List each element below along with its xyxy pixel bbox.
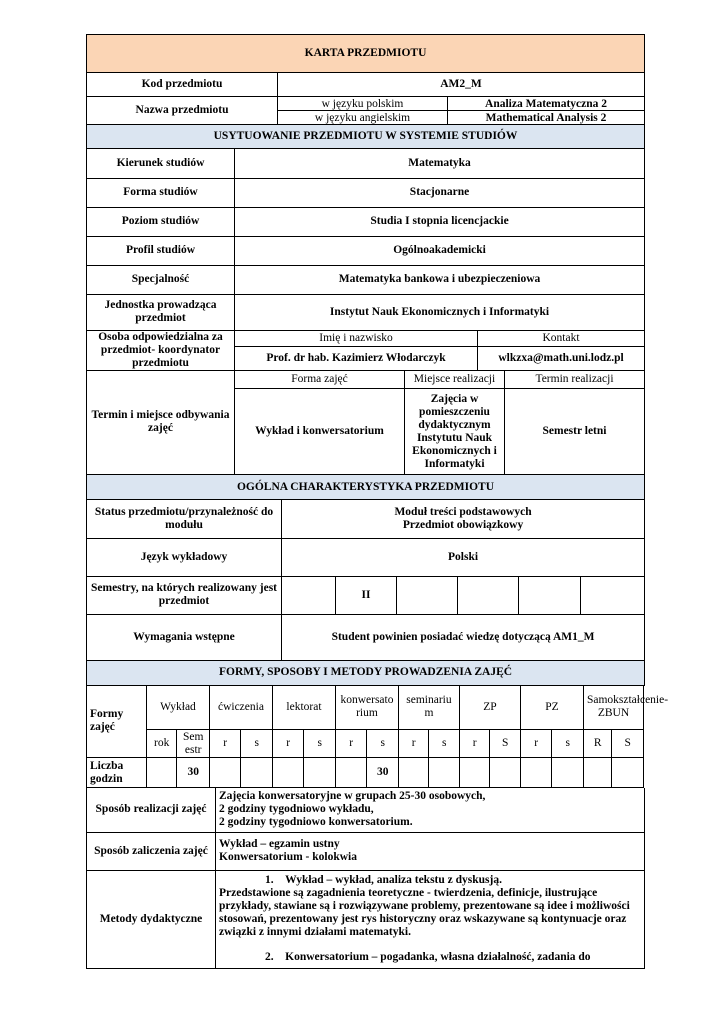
- hours-cell: [272, 758, 304, 788]
- sub-header: s: [241, 730, 273, 758]
- hours-cell: [335, 758, 367, 788]
- name-pl-value: Analiza Matematyczna 2: [448, 97, 645, 111]
- coordinator-name: Prof. dr hab. Kazimierz Włodarczyk: [235, 346, 478, 370]
- schedule-table: [86, 371, 645, 501]
- hours-cell: [146, 758, 176, 788]
- form-type: seminariu m: [398, 686, 459, 730]
- field-label: Specjalność: [87, 265, 235, 294]
- method-item-1: [219, 874, 641, 887]
- method-item-number: 1.: [265, 873, 274, 886]
- sub-header: r: [520, 730, 552, 758]
- sub-header: r: [209, 730, 241, 758]
- course-card: [86, 34, 669, 969]
- field-value: Stacjonarne: [235, 178, 645, 207]
- form-type: lektorat: [272, 686, 335, 730]
- hours-lecture: 30: [177, 758, 210, 788]
- section-general-header: OGÓLNA CHARAKTERYSTYKA PRZEDMIOTU: [87, 475, 645, 500]
- method-item-body: Przedstawione są zagadnienia teoretyczne - twierdzenia, definicje, ilustrujące przykłady, stawiane są i rozwiązywane problemy, prezentowane są idee i możliwości stosowań, prezentowany jest rys historyczny oraz wskazywane są kontynuacje oraz związki z innymi działami matematyki.: [219, 886, 630, 938]
- schedule-place-header: Miejsce realizacji: [405, 371, 505, 389]
- field-label: Profil studiów: [87, 236, 235, 265]
- hours-cell: [209, 758, 241, 788]
- semesters-label: Semestry, na których realizowany jest przedmiot: [87, 576, 282, 614]
- hours-conversatory: 30: [367, 758, 399, 788]
- credit-value: [216, 832, 645, 870]
- name-pl-label: w języku polskim: [278, 97, 448, 111]
- field-label: Poziom studiów: [87, 207, 235, 236]
- hours-cell: [398, 758, 428, 788]
- spacer: [219, 939, 641, 951]
- status-line1: Moduł treści podstawowych: [394, 505, 532, 518]
- placement-table: [86, 149, 645, 371]
- card-title: KARTA PRZEDMIOTU: [87, 35, 645, 73]
- section-forms-header: FORMY, SPOSOBY I METODY PROWADZENIA ZAJĘĆ: [87, 660, 645, 685]
- general-table: [86, 500, 645, 686]
- realization-value: [216, 788, 645, 832]
- semester-cell: [458, 576, 519, 614]
- sub-header: s: [367, 730, 399, 758]
- realization-label: Sposób realizacji zajęć: [87, 788, 216, 832]
- forms-table: [86, 686, 669, 789]
- field-value: Instytut Nauk Ekonomicznych i Informatyki: [235, 294, 645, 330]
- field-label: Jednostka prowadząca przedmiot: [87, 294, 235, 330]
- methods-table: [86, 788, 645, 969]
- semester-cell: II: [336, 576, 397, 614]
- name-label: Nazwa przedmiotu: [87, 97, 278, 125]
- field-label: Forma studiów: [87, 178, 235, 207]
- credit-line: Wykład – egzamin ustny: [219, 838, 340, 850]
- form-type: ZP: [459, 686, 520, 730]
- prereq-label: Wymagania wstępne: [87, 614, 282, 660]
- sub-header: r: [335, 730, 367, 758]
- schedule-form: Wykład i konwersatorium: [235, 389, 405, 475]
- field-value: Ogólnoakademicki: [235, 236, 645, 265]
- sub-header: R: [583, 730, 611, 758]
- method-item-2: [219, 951, 641, 964]
- sub-header: r: [398, 730, 428, 758]
- schedule-place: Zajęcia w pomieszczeniu dydaktycznym Instytutu Nauk Ekonomicznych i Informatyki: [405, 389, 505, 475]
- method-item-title: Konwersatorium – pogadanka, własna działalność, zadania do: [285, 950, 591, 963]
- schedule-term: Semestr letni: [505, 389, 645, 475]
- credit-label: Sposób zaliczenia zajęć: [87, 832, 216, 870]
- field-label: Kierunek studiów: [87, 149, 235, 178]
- realization-line: 2 godziny tygodniowo konwersatorium.: [219, 816, 413, 829]
- prereq-value: Student powinien posiadać wiedzę dotyczącą AM1_M: [282, 614, 645, 660]
- hours-cell: [520, 758, 552, 788]
- coordinator-name-header: Imię i nazwisko: [235, 330, 478, 346]
- sub-header: S: [612, 730, 644, 758]
- status-value: [282, 500, 645, 538]
- hours-cell: [459, 758, 489, 788]
- form-type: Samokształcenie- ZBUN: [583, 686, 643, 730]
- status-line2: Przedmiot obowiązkowy: [402, 518, 524, 531]
- header-table: [86, 34, 645, 149]
- sub-header: r: [459, 730, 489, 758]
- section-placement-header: USYTUOWANIE PRZEDMIOTU W SYSTEMIE STUDIÓW: [87, 125, 645, 149]
- realization-line: 2 godziny tygodniowo wykładu,: [219, 803, 374, 816]
- method-item-number: 2.: [265, 950, 274, 963]
- sub-header: S: [490, 730, 521, 758]
- coordinator-contact-header: Kontakt: [478, 330, 645, 346]
- name-en-value: Mathematical Analysis 2: [448, 111, 645, 125]
- methods-label: Metody dydaktyczne: [87, 870, 216, 968]
- schedule-label: Termin i miejsce odbywania zajęć: [87, 371, 235, 475]
- hours-cell: [612, 758, 644, 788]
- field-value: Studia I stopnia licencjackie: [235, 207, 645, 236]
- hours-cell: [490, 758, 521, 788]
- name-en-label: w języku angielskim: [278, 111, 448, 125]
- form-type: Wykład: [146, 686, 209, 730]
- code-label: Kod przedmiotu: [87, 73, 278, 97]
- hours-cell: [552, 758, 584, 788]
- sub-header: Sem estr: [177, 730, 210, 758]
- hours-cell: [429, 758, 460, 788]
- semester-cell: [581, 576, 645, 614]
- schedule-form-header: Forma zajęć: [235, 371, 405, 389]
- field-value: Matematyka bankowa i ubezpieczeniowa: [235, 265, 645, 294]
- form-type: PZ: [520, 686, 583, 730]
- sub-header: rok: [146, 730, 176, 758]
- semester-cell: [397, 576, 458, 614]
- form-type: ćwiczenia: [209, 686, 272, 730]
- schedule-term-header: Termin realizacji: [505, 371, 645, 389]
- hours-cell: [241, 758, 273, 788]
- credit-line: Konwersatorium - kolokwia: [219, 851, 357, 863]
- code-value: AM2_M: [278, 73, 645, 97]
- sub-header: s: [429, 730, 460, 758]
- form-type: konwersato rium: [335, 686, 398, 730]
- hours-cell: [304, 758, 336, 788]
- language-value: Polski: [282, 538, 645, 576]
- realization-line: Zajęcia konwersatoryjne w grupach 25-30 osobowych,: [219, 790, 486, 803]
- field-value: Matematyka: [235, 149, 645, 178]
- semester-cell: [519, 576, 581, 614]
- hours-cell: [583, 758, 611, 788]
- methods-value: [216, 870, 645, 968]
- sub-header: r: [272, 730, 304, 758]
- sub-header: s: [304, 730, 336, 758]
- method-item-title: Wykład – wykład, analiza tekstu z dyskusją.: [285, 873, 502, 886]
- language-label: Język wykładowy: [87, 538, 282, 576]
- sub-header: s: [552, 730, 584, 758]
- coordinator-label: Osoba odpowiedzialna za przedmiot- koordynator przedmiotu: [87, 330, 235, 370]
- forms-label: Formy zajęć: [87, 686, 147, 758]
- hours-label: Liczba godzin: [87, 758, 147, 788]
- coordinator-contact: wlkzxa@math.uni.lodz.pl: [478, 346, 645, 370]
- semester-cell: [282, 576, 336, 614]
- status-label: Status przedmiotu/przynależność do modułu: [87, 500, 282, 538]
